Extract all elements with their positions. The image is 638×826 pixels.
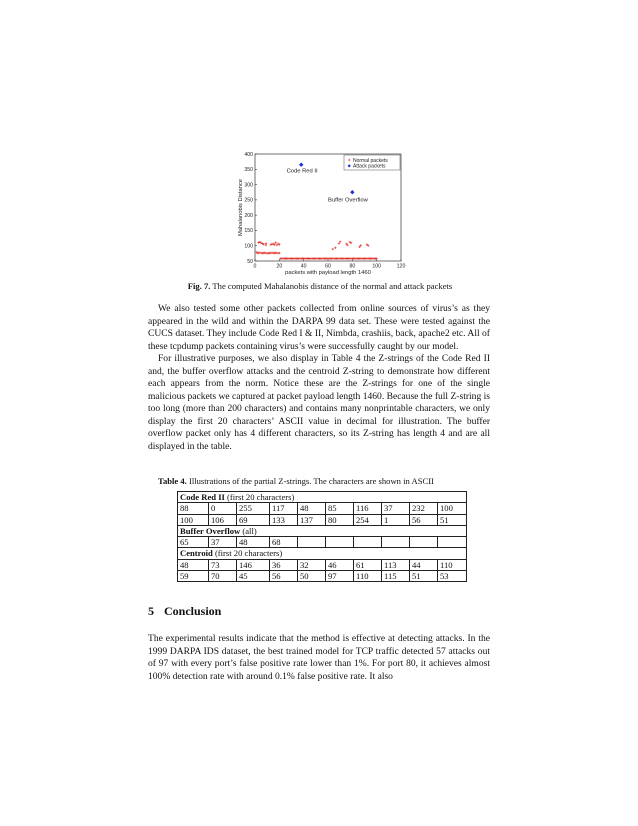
table-cell: 113 [382,559,410,570]
y-tick-label: 150 [244,228,253,235]
y-tick-label: 100 [244,243,253,250]
table-caption [158,475,488,487]
table-cell [326,537,354,548]
table-cell: 0 [209,503,237,514]
table-cell [410,537,438,548]
table-cell: 146 [237,559,270,570]
table-caption-text: Illustrations of the partial Z-strings. The characters are shown in ASCII [188,476,434,486]
y-tick-label: 50 [247,258,253,265]
section-name: Buffer Overflow [180,525,241,536]
figure-caption-label: Fig. 7. [187,281,211,291]
table-cell: 232 [410,503,438,514]
x-tick-label: 20 [276,263,283,270]
table-cell: 48 [178,559,209,570]
table-cell: 32 [298,559,326,570]
section-name: Code Red II [180,492,225,502]
table-cell: 116 [354,503,382,514]
table-section-title [178,548,467,559]
annotation-label: Buffer Overflow [328,197,368,204]
table-cell: 85 [326,503,354,514]
section-note: (first 20 characters) [224,492,295,502]
table-row [178,559,467,570]
annotation-label: Code Red II [286,168,318,175]
y-tick-label: 200 [244,212,253,219]
table-cell: 48 [237,537,270,548]
table-cell: 61 [354,559,382,570]
section-name: Centroid [180,548,213,559]
y-tick-label: 400 [244,151,253,158]
legend-normal-label: Normal packets [353,157,388,164]
table-cell: 88 [178,503,209,514]
section-note: (first 20 characters) [212,548,283,559]
table-row [178,503,467,514]
x-tick-label: 60 [325,263,331,270]
table-cell: 68 [270,537,298,548]
section-note: (all) [240,525,257,536]
table-cell: 51 [438,514,467,525]
x-tick-label: 40 [300,263,307,270]
table-cell: 133 [270,514,298,525]
table-cell [438,537,467,548]
table-cell: 44 [410,559,438,570]
table-section-title [178,492,467,503]
x-tick-label: 0 [253,263,257,270]
table-cell: 65 [178,537,209,548]
table-cell: 255 [237,503,270,514]
table-cell: 106 [209,514,237,525]
table-cell: 36 [270,559,298,570]
table-cell: 1 [382,514,410,525]
table-cell: 254 [354,514,382,525]
section-heading [148,604,231,619]
table-cell: 46 [326,559,354,570]
table-cell: 73 [209,559,237,570]
table-row [178,537,467,548]
conclusion-paragraph: The experimental results indicate that the method is effective at detecting attacks. In the 1999 DARPA IDS dataset, the best trained model for TCP traffic detected 57 attacks out of 97 with every port’s false positive rate lower than 1%. For port 80, it achieves almost 100% detection rate with around 0.1% false positive rate. It also [148,633,490,682]
table-section-header [178,548,467,559]
table-cell [382,537,410,548]
table-cell: 51 [410,571,438,582]
y-tick-label: 300 [244,182,253,189]
x-tick-label: 80 [349,263,356,270]
table-cell: 100 [438,503,467,514]
x-tick-label: 100 [372,263,381,270]
body-paragraph-1: We also tested some other packets collected from online sources of virus’s as they appeared in the wild and within the DARPA 99 data set. These were tested against the CUCS dataset. They include Code Red I & II, Nimbda, crashiis, back, apache2 etc. All of these tcpdump packets containing virus’s were successfully caught by our model. [148,303,490,352]
y-tick-label: 250 [244,197,253,204]
table-section-title [178,525,467,536]
table-cell: 53 [438,571,467,582]
y-axis-label: Mahalanobis Distance [238,178,244,237]
table-cell: 37 [209,537,237,548]
table-row [178,571,467,582]
table-cell [298,537,326,548]
table-cell: 70 [209,571,237,582]
legend-attack-label: Attack packets [353,163,386,170]
table-caption-label: Table 4. [158,476,187,486]
table-row [178,514,467,525]
x-tick-label: 120 [396,263,406,270]
table-cell: 137 [298,514,326,525]
table-cell: 59 [178,571,209,582]
table-cell: 117 [270,503,298,514]
table-cell: 110 [354,571,382,582]
table-cell: 37 [382,503,410,514]
table-section-header [178,525,467,536]
table-cell: 56 [270,571,298,582]
table-cell: 48 [298,503,326,514]
table-cell: 80 [326,514,354,525]
z-string-table [177,491,467,582]
table-cell: 110 [438,559,467,570]
table-cell: 56 [410,514,438,525]
table-cell: 50 [298,571,326,582]
figure-caption-text: The computed Mahalanobis distance of the normal and attack packets [212,281,453,291]
table-section-header [178,492,467,503]
section-title: Conclusion [164,604,222,618]
table-cell [354,537,382,548]
table-cell: 97 [326,571,354,582]
body-paragraph-2: For illustrative purposes, we also display in Table 4 the Z-strings of the Code Red II and, the buffer overflow attacks and the centroid Z-string to demonstrate how different each appears from the norm. Notice these are the Z-strings for one of the single malicious packets we captured at packet payload length 1460. Because the full Z-string is too long (more than 200 characters) and contains many nonprintable characters, we only display the first 20 characters’ ASCII value in decimal for illustration. The buffer overflow packet only has 4 different characters, so its Z-string has length 4 and are all displayed in the table. [148,353,490,452]
table-cell: 100 [178,514,209,525]
table-cell: 45 [237,571,270,582]
figure-caption [150,280,490,292]
section-number: 5 [148,604,154,618]
x-axis-label: packets with payload length 1460 [285,270,371,276]
y-tick-label: 350 [244,167,253,174]
table-cell: 115 [382,571,410,582]
mahalanobis-scatter-chart [218,145,418,280]
table-cell: 69 [237,514,270,525]
